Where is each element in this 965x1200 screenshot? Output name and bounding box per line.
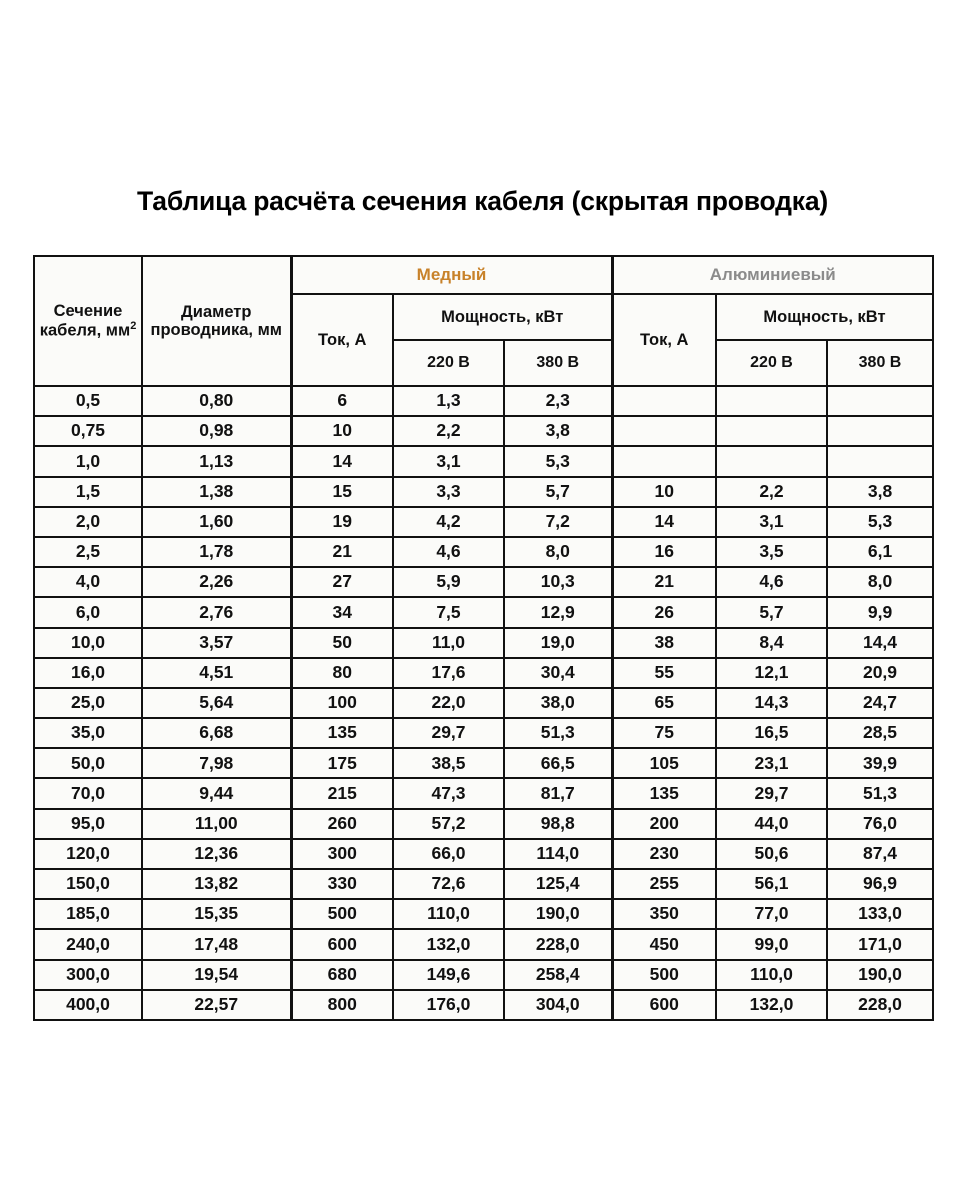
table-cell: 10: [612, 477, 716, 507]
table-cell: 4,6: [716, 567, 827, 597]
table-cell: 1,78: [142, 537, 291, 567]
table-cell: 0,80: [142, 386, 291, 416]
table-cell: 149,6: [393, 960, 504, 990]
table-cell: 300: [291, 839, 393, 869]
table-cell: 1,38: [142, 477, 291, 507]
table-row: [34, 960, 933, 990]
table-cell: 1,3: [393, 386, 504, 416]
table-cell: 500: [291, 899, 393, 929]
table-cell: [716, 446, 827, 476]
table-cell: 7,2: [504, 507, 612, 537]
table-cell: 132,0: [716, 990, 827, 1020]
header-conductor-diameter: Диаметр проводника, мм: [142, 256, 291, 386]
table-cell: 14,3: [716, 688, 827, 718]
table-row: [34, 990, 933, 1020]
table-cell: 6,1: [827, 537, 933, 567]
table-cell: 17,6: [393, 658, 504, 688]
table-cell: 12,9: [504, 597, 612, 627]
table-row: [34, 658, 933, 688]
table-row: [34, 567, 933, 597]
table-cell: 255: [612, 869, 716, 899]
table-cell: 14,4: [827, 628, 933, 658]
table-cell: 21: [291, 537, 393, 567]
table-cell: 15,35: [142, 899, 291, 929]
table-row: [34, 929, 933, 959]
table-cell: [827, 416, 933, 446]
header-aluminium-current: Ток, А: [612, 294, 716, 386]
table-cell: 240,0: [34, 929, 142, 959]
table-cell: 3,5: [716, 537, 827, 567]
table-cell: 228,0: [504, 929, 612, 959]
table-cell: 4,6: [393, 537, 504, 567]
table-cell: 12,36: [142, 839, 291, 869]
table-cell: 13,82: [142, 869, 291, 899]
table-cell: 120,0: [34, 839, 142, 869]
table-cell: 5,3: [504, 446, 612, 476]
header-copper-power: Мощность, кВт: [393, 294, 612, 340]
table-cell: [716, 386, 827, 416]
table-cell: 80: [291, 658, 393, 688]
table-cell: 10,3: [504, 567, 612, 597]
header-aluminium-220v: 220 В: [716, 340, 827, 386]
table-cell: 77,0: [716, 899, 827, 929]
table-cell: 600: [612, 990, 716, 1020]
table-row: [34, 537, 933, 567]
table-cell: 28,5: [827, 718, 933, 748]
header-group-copper: Медный: [291, 256, 612, 294]
table-cell: 29,7: [393, 718, 504, 748]
table-row: [34, 446, 933, 476]
table-cell: [612, 386, 716, 416]
table-cell: 190,0: [504, 899, 612, 929]
table-cell: 2,5: [34, 537, 142, 567]
header-copper-380v: 380 В: [504, 340, 612, 386]
table-cell: 1,5: [34, 477, 142, 507]
table-cell: 228,0: [827, 990, 933, 1020]
table-cell: 16,5: [716, 718, 827, 748]
table-cell: 3,1: [716, 507, 827, 537]
table-cell: 500: [612, 960, 716, 990]
table-row: [34, 507, 933, 537]
table-cell: 14: [612, 507, 716, 537]
table-cell: 6,0: [34, 597, 142, 627]
table-cell: 11,0: [393, 628, 504, 658]
cable-calculation-table: [33, 255, 934, 1021]
table-row: [34, 386, 933, 416]
table-cell: 171,0: [827, 929, 933, 959]
table-cell: [827, 386, 933, 416]
table-cell: 56,1: [716, 869, 827, 899]
table-cell: 19: [291, 507, 393, 537]
table-cell: 39,9: [827, 748, 933, 778]
table-cell: 300,0: [34, 960, 142, 990]
table-cell: 29,7: [716, 778, 827, 808]
table-cell: 6: [291, 386, 393, 416]
table-cell: 3,57: [142, 628, 291, 658]
table-cell: 21: [612, 567, 716, 597]
header-cable-section-sup: 2: [130, 320, 137, 333]
table-cell: 5,9: [393, 567, 504, 597]
table-row: [34, 628, 933, 658]
table-cell: 57,2: [393, 809, 504, 839]
table-cell: 15: [291, 477, 393, 507]
table-cell: 38,5: [393, 748, 504, 778]
table-cell: 0,98: [142, 416, 291, 446]
table-cell: 55: [612, 658, 716, 688]
table-cell: 47,3: [393, 778, 504, 808]
table-cell: 7,98: [142, 748, 291, 778]
table-cell: 44,0: [716, 809, 827, 839]
header-group-aluminium: Алюминиевый: [612, 256, 933, 294]
table-cell: 4,51: [142, 658, 291, 688]
table-cell: 3,3: [393, 477, 504, 507]
table-cell: 76,0: [827, 809, 933, 839]
table-cell: 105: [612, 748, 716, 778]
table-cell: 1,60: [142, 507, 291, 537]
table-row: [34, 809, 933, 839]
table-cell: 5,64: [142, 688, 291, 718]
table-cell: 30,4: [504, 658, 612, 688]
table-cell: [612, 416, 716, 446]
table-cell: 5,7: [716, 597, 827, 627]
table-cell: 110,0: [393, 899, 504, 929]
table-cell: 25,0: [34, 688, 142, 718]
table-cell: 75: [612, 718, 716, 748]
table-cell: 5,3: [827, 507, 933, 537]
table-cell: 65: [612, 688, 716, 718]
table-cell: 81,7: [504, 778, 612, 808]
table-cell: 11,00: [142, 809, 291, 839]
table-cell: 17,48: [142, 929, 291, 959]
table-cell: 4,2: [393, 507, 504, 537]
table-cell: 1,0: [34, 446, 142, 476]
table-cell: 38: [612, 628, 716, 658]
table-cell: 2,76: [142, 597, 291, 627]
table-cell: 7,5: [393, 597, 504, 627]
table-cell: 51,3: [504, 718, 612, 748]
table-cell: 680: [291, 960, 393, 990]
table-cell: 66,0: [393, 839, 504, 869]
cable-table-container: [33, 255, 932, 1021]
table-cell: 34: [291, 597, 393, 627]
table-cell: 185,0: [34, 899, 142, 929]
table-cell: 2,0: [34, 507, 142, 537]
table-cell: 19,54: [142, 960, 291, 990]
table-cell: 215: [291, 778, 393, 808]
table-cell: [827, 446, 933, 476]
table-cell: 230: [612, 839, 716, 869]
header-copper-220v: 220 В: [393, 340, 504, 386]
table-cell: 132,0: [393, 929, 504, 959]
table-cell: 50: [291, 628, 393, 658]
table-row: [34, 416, 933, 446]
table-cell: 24,7: [827, 688, 933, 718]
table-cell: 26: [612, 597, 716, 627]
table-cell: 350: [612, 899, 716, 929]
table-cell: 35,0: [34, 718, 142, 748]
header-row-groups: [34, 256, 933, 294]
table-cell: 72,6: [393, 869, 504, 899]
table-cell: 125,4: [504, 869, 612, 899]
table-cell: 2,2: [393, 416, 504, 446]
table-cell: 50,0: [34, 748, 142, 778]
table-cell: 114,0: [504, 839, 612, 869]
table-cell: 16: [612, 537, 716, 567]
table-cell: 133,0: [827, 899, 933, 929]
table-cell: 175: [291, 748, 393, 778]
header-aluminium-380v: 380 В: [827, 340, 933, 386]
table-row: [34, 839, 933, 869]
page-title: Таблица расчёта сечения кабеля (скрытая проводка): [136, 186, 828, 216]
table-cell: 16,0: [34, 658, 142, 688]
table-cell: 2,26: [142, 567, 291, 597]
table-cell: 450: [612, 929, 716, 959]
table-cell: 400,0: [34, 990, 142, 1020]
table-cell: 0,75: [34, 416, 142, 446]
table-row: [34, 718, 933, 748]
table-cell: 200: [612, 809, 716, 839]
table-cell: 150,0: [34, 869, 142, 899]
table-cell: 135: [291, 718, 393, 748]
table-cell: 98,8: [504, 809, 612, 839]
table-cell: 66,5: [504, 748, 612, 778]
table-row: [34, 778, 933, 808]
table-row: [34, 899, 933, 929]
header-copper-current: Ток, А: [291, 294, 393, 386]
table-cell: 9,44: [142, 778, 291, 808]
table-cell: 19,0: [504, 628, 612, 658]
table-cell: 600: [291, 929, 393, 959]
table-cell: 20,9: [827, 658, 933, 688]
table-row: [34, 748, 933, 778]
table-cell: [716, 416, 827, 446]
table-cell: 100: [291, 688, 393, 718]
table-cell: 51,3: [827, 778, 933, 808]
table-cell: 10,0: [34, 628, 142, 658]
table-cell: 99,0: [716, 929, 827, 959]
table-cell: 23,1: [716, 748, 827, 778]
table-body: [34, 386, 933, 1020]
table-cell: 304,0: [504, 990, 612, 1020]
table-cell: 190,0: [827, 960, 933, 990]
table-cell: 3,8: [504, 416, 612, 446]
table-cell: 1,13: [142, 446, 291, 476]
table-cell: 3,8: [827, 477, 933, 507]
table-cell: 8,0: [504, 537, 612, 567]
table-cell: 9,9: [827, 597, 933, 627]
table-cell: 8,4: [716, 628, 827, 658]
table-cell: 95,0: [34, 809, 142, 839]
table-row: [34, 477, 933, 507]
table-cell: 96,9: [827, 869, 933, 899]
table-cell: 800: [291, 990, 393, 1020]
table-cell: 50,6: [716, 839, 827, 869]
table-row: [34, 688, 933, 718]
table-cell: 27: [291, 567, 393, 597]
table-cell: 8,0: [827, 567, 933, 597]
table-cell: 6,68: [142, 718, 291, 748]
table-cell: 10: [291, 416, 393, 446]
table-cell: 176,0: [393, 990, 504, 1020]
table-cell: 0,5: [34, 386, 142, 416]
table-cell: 38,0: [504, 688, 612, 718]
table-cell: [612, 446, 716, 476]
table-cell: 3,1: [393, 446, 504, 476]
header-aluminium-power: Мощность, кВт: [716, 294, 933, 340]
table-cell: 12,1: [716, 658, 827, 688]
table-cell: 135: [612, 778, 716, 808]
table-cell: 260: [291, 809, 393, 839]
table-cell: 258,4: [504, 960, 612, 990]
table-row: [34, 869, 933, 899]
table-cell: 2,3: [504, 386, 612, 416]
table-cell: 87,4: [827, 839, 933, 869]
table-cell: 70,0: [34, 778, 142, 808]
table-header: [34, 256, 933, 386]
header-cable-section: [34, 256, 142, 386]
table-cell: 5,7: [504, 477, 612, 507]
table-cell: 2,2: [716, 477, 827, 507]
table-cell: 110,0: [716, 960, 827, 990]
table-cell: 330: [291, 869, 393, 899]
table-cell: 4,0: [34, 567, 142, 597]
table-cell: 22,57: [142, 990, 291, 1020]
table-cell: 22,0: [393, 688, 504, 718]
table-row: [34, 597, 933, 627]
header-cable-section-label: Сечение кабеля, мм: [39, 301, 131, 340]
table-cell: 14: [291, 446, 393, 476]
